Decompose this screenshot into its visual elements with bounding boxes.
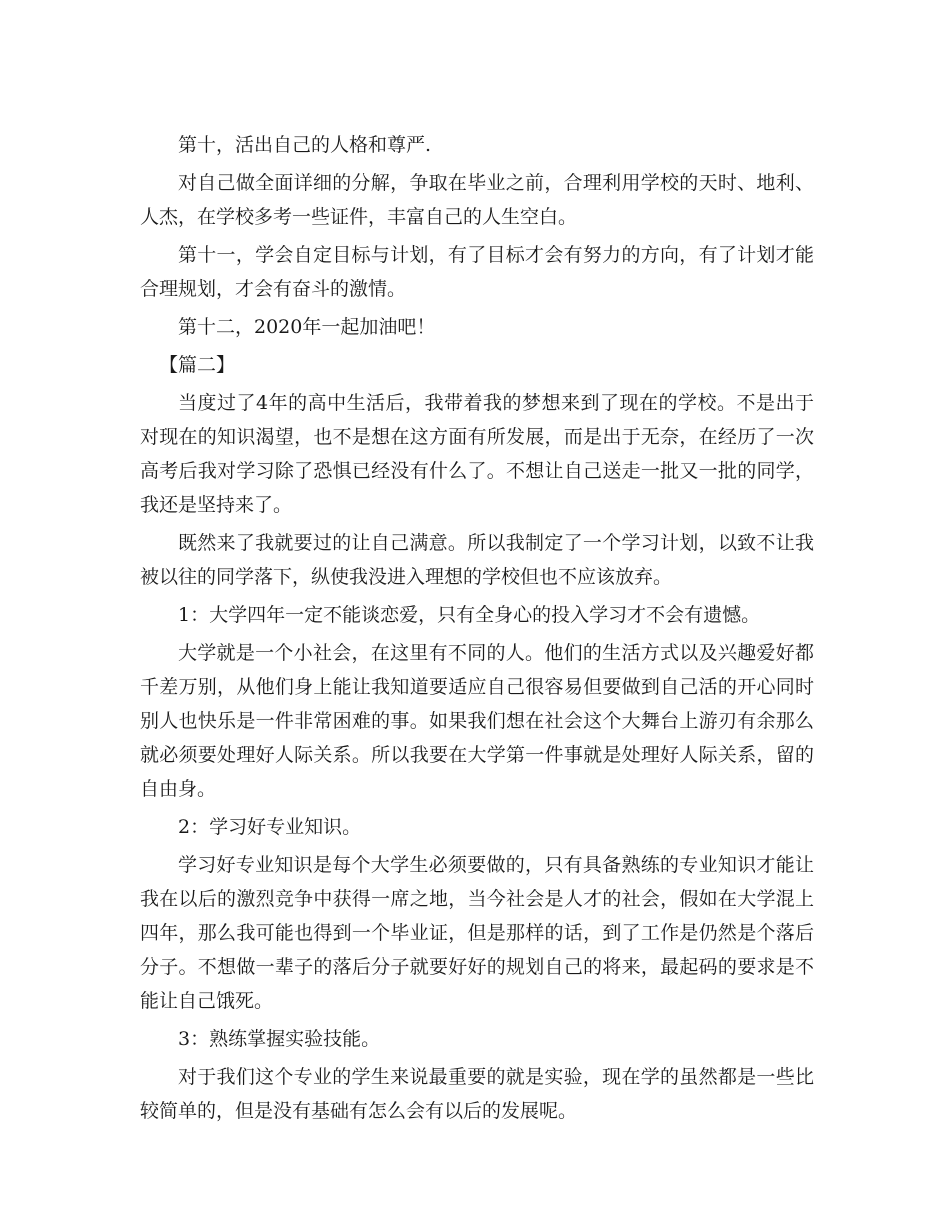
paragraph: 对自己做全面详细的分解，争取在毕业之前，合理利用学校的天时、地利、人杰，在学校多考一些证件，丰富自己的人生空白。 bbox=[140, 172, 814, 228]
paragraph: 第十二，2020年一起加油吧！ bbox=[178, 316, 436, 338]
paragraph: 学习好专业知识是每个大学生必须要做的，只有具备熟练的专业知识才能让我在以后的激烈竞争中获得一席之地，当今社会是人才的社会，假如在大学混上四年，那么我可能也得到一个毕业证，但是那样的话，到了工作是仍然是个落后分子。不想做一辈子的落后分子就要好好的规划自己的将来，最起码的要求是不能让自己饿死。 bbox=[140, 854, 814, 1012]
document-body bbox=[140, 128, 814, 1132]
paragraph: 当度过了4年的高中生活后，我带着我的梦想来到了现在的学校。不是出于对现在的知识渴望，也不是想在这方面有所发展，而是出于无奈，在经历了一次高考后我对学习除了恐惧已经没有什么了。不想让自己送走一批又一批的同学，我还是坚持来了。 bbox=[140, 392, 814, 516]
paragraph: 1：大学四年一定不能谈恋爱，只有全身心的投入学习才不会有遗憾。 bbox=[178, 604, 761, 626]
paragraph: 大学就是一个小社会，在这里有不同的人。他们的生活方式以及兴趣爱好都千差万别，从他们身上能让我知道要适应自己很容易但要做到自己活的开心同时别人也快乐是一件非常困难的事。如果我们想在社会这个大舞台上游刃有余那么就必须要处理好人际关系。所以我要在大学第一件事就是处理好人际关系，留的自由身。 bbox=[140, 642, 814, 800]
paragraph: 3：熟练掌握实验技能。 bbox=[178, 1028, 381, 1050]
paragraph: 既然来了我就要过的让自己满意。所以我制定了一个学习计划，以致不让我被以往的同学落下，纵使我没进入理想的学校但也不应该放弃。 bbox=[140, 532, 814, 588]
paragraph: 第十一，学会自定目标与计划，有了目标才会有努力的方向，有了计划才能合理规划，才会有奋斗的激情。 bbox=[140, 244, 814, 300]
paragraph: 第十，活出自己的人格和尊严. bbox=[178, 134, 432, 156]
section-title: 【篇二】 bbox=[159, 354, 236, 376]
paragraph: 对于我们这个专业的学生来说最重要的就是实验，现在学的虽然都是一些比较简单的，但是没有基础有怎么会有以后的发展呢。 bbox=[140, 1066, 814, 1122]
paragraph: 2：学习好专业知识。 bbox=[178, 816, 362, 838]
